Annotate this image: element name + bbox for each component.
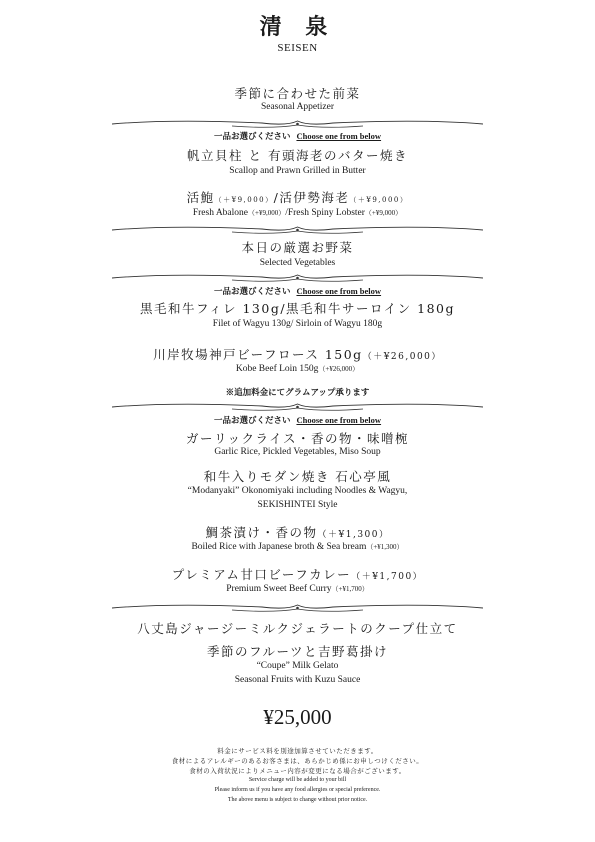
chazuke-jp <box>0 523 595 541</box>
abalone-jp-a: 活鮑 <box>186 190 215 205</box>
abalone-en-a: Fresh Abalone <box>192 208 249 218</box>
ornamental-divider <box>112 117 483 131</box>
ornamental-divider <box>112 223 483 237</box>
dessert-en-2: Seasonal Fruits with Kuzu Sauce <box>234 675 361 685</box>
choose-one-jp: 一品お選びください <box>213 132 291 142</box>
chazuke-en-price: （+¥1,300） <box>366 543 404 551</box>
kobe-beef-jp-name: 川岸牧場神戸ビーフロース 150g <box>153 347 363 362</box>
abalone-en-b-price: （+¥9,000） <box>364 209 403 217</box>
scallop-en: Scallop and Prawn Grilled in Butter <box>229 166 366 176</box>
chazuke-jp-price: （＋¥1,300） <box>317 530 390 540</box>
dessert-jp-2: 季節のフルーツと吉野葛掛け <box>206 644 388 659</box>
vegetables-jp: 本日の厳選お野菜 <box>241 240 354 255</box>
menu-subtitle: SEISEN <box>277 42 318 54</box>
note-en-1: Service charge will be added to your bill <box>248 777 347 783</box>
choose-one-en: Choose one from below <box>296 286 382 296</box>
menu-title: 清 泉 <box>259 14 336 40</box>
note-jp-2: 食材によるアレルギーのあるお客さまは、あらかじめ係にお申しつけください。 <box>171 757 424 765</box>
chazuke-en-name: Boiled Rice with Japanese broth & Sea bream <box>191 542 367 552</box>
garlic-rice-jp: ガーリックライス・香の物・味噌椀 <box>185 431 409 446</box>
kobe-beef-en-price: （+¥26,000） <box>318 365 360 373</box>
abalone-en-b: /Fresh Spiny Lobster <box>285 208 365 218</box>
wagyu-jp: 黒毛和牛フィレ 130g/黒毛和牛サーロイン 180g <box>139 301 455 316</box>
kobe-beef-en-name: Kobe Beef Loin 150g <box>235 364 319 374</box>
garlic-rice-en: Garlic Rice, Pickled Vegetables, Miso Soup <box>214 447 381 457</box>
note-en-2: Please inform us if you have any food allergies or special preference. <box>214 787 381 793</box>
modanyaki-en-1: “Modanyaki” Okonomiyaki including Noodles & Wagyu, <box>187 486 408 496</box>
appetizer-jp: 季節に合わせた前菜 <box>234 86 361 101</box>
choose-one-header-1 <box>0 130 595 142</box>
modanyaki-jp: 和牛入りモダン焼き 石心亭風 <box>203 469 392 484</box>
choose-one-header-3 <box>0 414 595 426</box>
curry-en <box>0 584 595 594</box>
abalone-jp-a-price: （＋¥9,000） <box>214 196 274 204</box>
curry-en-price: （+¥1,700） <box>331 585 369 593</box>
choose-one-en: Choose one from below <box>296 415 382 425</box>
curry-jp <box>0 565 595 583</box>
chazuke-en <box>0 542 595 552</box>
vegetables-en: Selected Vegetables <box>259 258 336 268</box>
curry-jp-name: プレミアム甘口ビーフカレー <box>171 567 352 582</box>
ornamental-divider <box>112 400 483 414</box>
kobe-beef-jp <box>0 345 595 363</box>
note-jp-1: 料金にサービス料を別途加算させていただきます。 <box>217 747 378 755</box>
modanyaki-en-2: SEKISHINTEI Style <box>257 500 338 510</box>
note-jp-3: 食材の入荷状況によりメニュー内容が変更になる場合がございます。 <box>189 767 406 775</box>
choose-one-jp: 一品お選びください <box>213 287 291 297</box>
note-en-3: The above menu is subject to change without prior notice. <box>227 797 368 803</box>
ornamental-divider <box>112 271 483 285</box>
course-price: ¥25,000 <box>263 705 332 729</box>
curry-en-name: Premium Sweet Beef Curry <box>226 584 332 594</box>
appetizer-en: Seasonal Appetizer <box>260 102 335 112</box>
choose-one-header-2 <box>0 285 595 297</box>
ornamental-divider <box>112 601 483 615</box>
abalone-en <box>0 208 595 218</box>
kobe-beef-jp-price: （＋¥26,000） <box>362 352 442 362</box>
curry-jp-price: （＋¥1,700） <box>351 572 424 582</box>
choose-one-en: Choose one from below <box>296 131 382 141</box>
choose-one-jp: 一品お選びください <box>213 416 291 426</box>
dessert-en-1: “Coupe” Milk Gelato <box>256 661 339 671</box>
kobe-beef-en <box>0 364 595 374</box>
chazuke-jp-name: 鯛茶漬け・香の物 <box>205 525 318 540</box>
abalone-jp-b: /活伊勢海老 <box>273 190 350 205</box>
abalone-en-a-price: （+¥9,000） <box>248 209 286 217</box>
scallop-jp: 帆立貝柱 と 有頭海老のバター焼き <box>187 148 408 163</box>
wagyu-en: Filet of Wagyu 130g/ Sirloin of Wagyu 180g <box>212 319 383 329</box>
abalone-jp-b-price: （＋¥9,000） <box>349 196 409 204</box>
abalone-jp <box>0 188 595 206</box>
upgrade-note: ※追加料金にてグラムアップ承ります <box>225 388 370 398</box>
dessert-jp-1: 八丈島ジャージーミルクジェラートのクープ仕立て <box>137 621 458 636</box>
